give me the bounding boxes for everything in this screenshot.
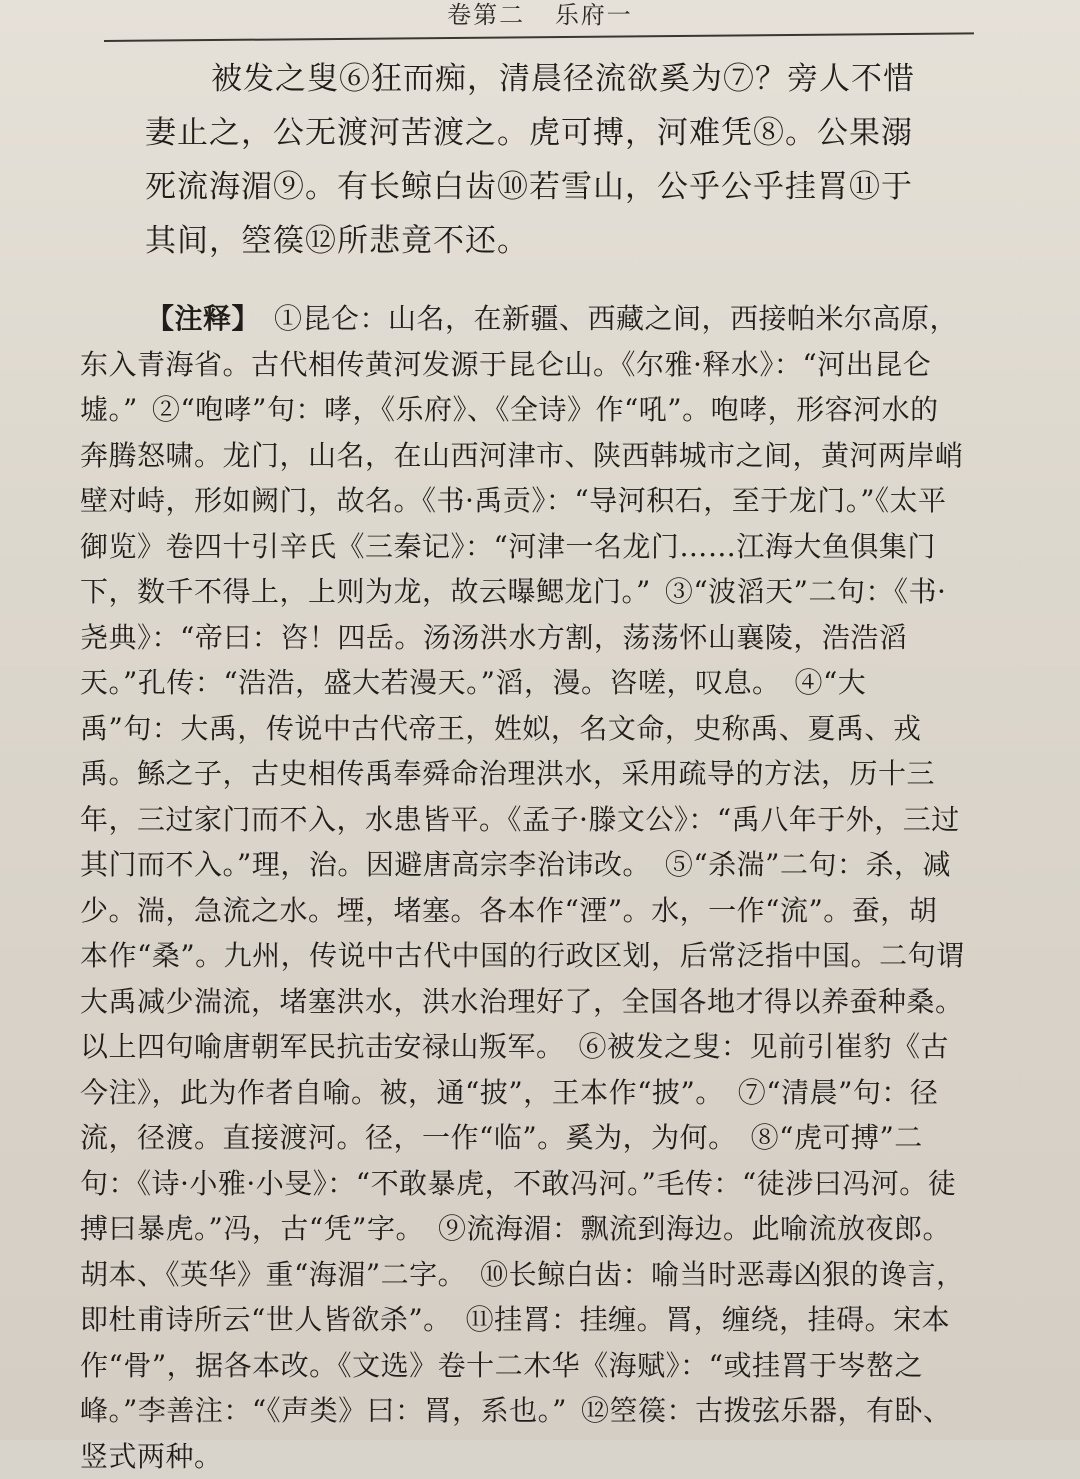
note-3: ③“波滔天”二句：《书·尧典》：“帝曰：咨！四岳。汤汤洪水方割，荡荡怀山襄陵，浩浩滔天。”孔传：“浩浩，盛大若漫天。”滔，漫。咨嗟，叹息。: [80, 575, 947, 699]
note-1: ①昆仑：山名，在新疆、西藏之间，西接帕米尔高原，东入青海省。古代相传黄河发源于昆仑山。《尔雅·释水》：“河出昆仑墟。”: [80, 302, 959, 426]
volume-title: 卷第二: [447, 1, 526, 29]
note-7: ⑦“清晨”句：径流，径渡。直接渡河。径，一作“临”。奚为，为何。: [80, 1075, 939, 1154]
poem-text: [145, 52, 935, 268]
annotations: [80, 296, 965, 1479]
note-10: ⑩长鲸白齿：喻当时恶毒凶狠的谗言，即杜甫诗所云“世人皆欲杀”。: [80, 1257, 965, 1336]
note-9: ⑨流海湄：飘流到海边。此喻流放夜郎。胡本、《英华》重“海湄”二字。: [80, 1212, 951, 1291]
note-12: ⑫箜篌：古拨弦乐器，有卧、竖式两种。: [80, 1394, 952, 1473]
note-6: ⑥被发之叟：见前引崔豹《古今注》，此为作者自喻。被，通“披”，王本作“披”。: [80, 1030, 950, 1109]
notes-paragraph: [80, 296, 965, 1479]
note-8: ⑧“虎可搏”二句：《诗·小雅·小旻》：“不敢暴虎，不敢冯河。”毛传：“徒涉曰冯河。徒搏曰暴虎。”冯，古“凭”字。: [80, 1121, 957, 1245]
note-4: ④“大禹”句：大禹，传说中古代帝王，姓姒，名文命，史称禹、夏禹、戎禹。鲧之子，古史相传禹奉舜命治理洪水，采用疏导的方法，历十三年，三过家门而不入，水患皆平。《孟子·滕文公》：“禹八年于外，三过其门而不入。”理，治。因避唐高宗李治讳改。: [80, 666, 960, 881]
note-2: ②“咆哮”句：哮，《乐府》、《全诗》作“吼”。咆哮，形容河水的奔腾怒啸。龙门，山名，在山西河津市、陕西韩城市之间，黄河两岸峭壁对峙，形如阙门，故名。《书·禹贡》：“导河积石，至于龙门。”《太平御览》卷四十引辛氏《三秦记》：“河津一名龙门……江海大鱼俱集门下，数千不得上，上则为龙，故云曝鳃龙门。”: [80, 393, 964, 608]
notes-label: 【注释】: [146, 302, 261, 335]
section-title: 乐府一: [554, 1, 633, 29]
note-5: ⑤“杀湍”二句：杀，减少。湍，急流之水。堙，堵塞。各本作“湮”。水，一作“流”。蚕，胡本作“桑”。九州，传说中古代中国的行政区划，后常泛指中国。二句谓大禹减少湍流，堵塞洪水，洪水治理好了，全国各地才得以养蚕种桑。以上四句喻唐朝军民抗击安禄山叛军。: [80, 848, 965, 1063]
note-11: ⑪挂罥：挂缠。罥，缠绕，挂碍。宋本作“骨”，据各本改。《文选》卷十二木华《海赋》：“或挂罥于岑嶅之峰。”李善注：“《声类》曰：罥，系也。”: [80, 1303, 951, 1427]
poem-stanza: 被发之叟⑥狂而痴，清晨径流欲奚为⑦？旁人不惜妻止之，公无渡河苦渡之。虎可搏，河难凭⑧。公果溺死流海湄⑨。有长鲸白齿⑩若雪山，公乎公乎挂罥⑪于其间，箜篌⑫所悲竟不还。: [145, 61, 915, 259]
